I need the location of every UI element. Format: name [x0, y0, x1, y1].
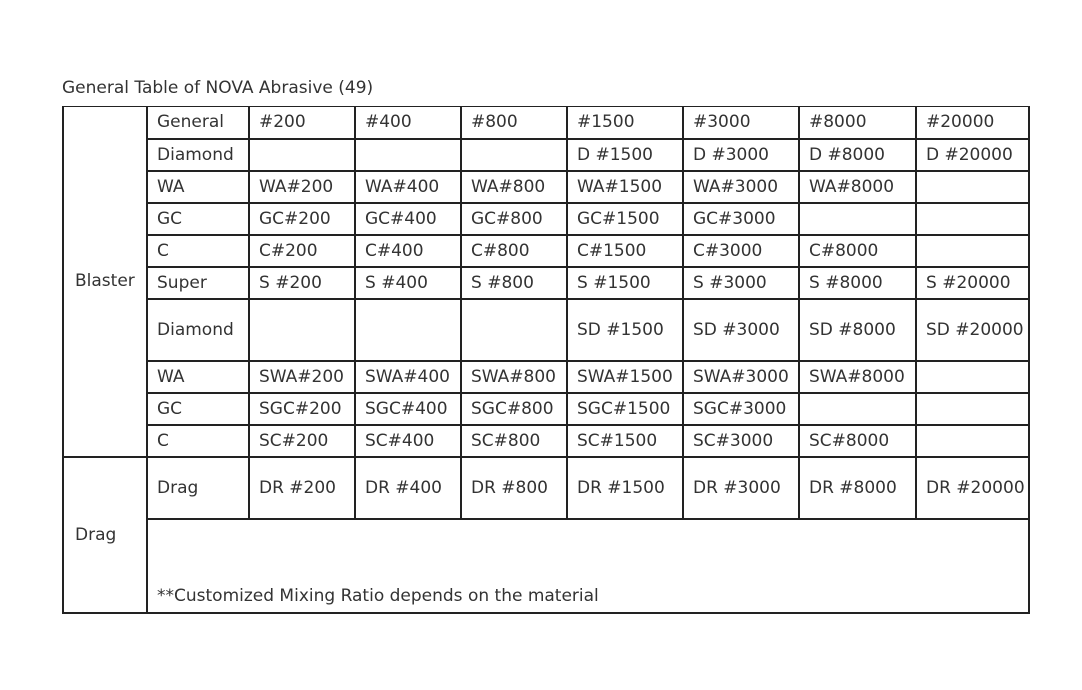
- table-cell: WA#3000: [683, 171, 799, 203]
- row-label: Drag: [147, 457, 249, 519]
- table-cell: C#800: [461, 235, 567, 267]
- row-label: GC: [147, 203, 249, 235]
- table-cell: S #800: [461, 267, 567, 299]
- table-cell: [916, 425, 1029, 457]
- row-label: WA: [147, 171, 249, 203]
- row-label: C: [147, 425, 249, 457]
- table-cell: SGC#200: [249, 393, 355, 425]
- table-cell: [355, 139, 461, 171]
- table-cell: SGC#3000: [683, 393, 799, 425]
- table-row: [63, 393, 1029, 425]
- table-cell: D #3000: [683, 139, 799, 171]
- table-cell: S #3000: [683, 267, 799, 299]
- table-row: [63, 139, 1029, 171]
- table-cell: [249, 139, 355, 171]
- table-cell: SWA#3000: [683, 361, 799, 393]
- table-row: [63, 267, 1029, 299]
- table-cell: WA#400: [355, 171, 461, 203]
- row-label: GC: [147, 393, 249, 425]
- table-cell: SC#1500: [567, 425, 683, 457]
- table-cell: DR #200: [249, 457, 355, 519]
- table-cell: S #400: [355, 267, 461, 299]
- table-cell: DR #800: [461, 457, 567, 519]
- table-cell: SGC#800: [461, 393, 567, 425]
- table-cell: SC#800: [461, 425, 567, 457]
- table-cell: [355, 299, 461, 361]
- table-cell: SWA#400: [355, 361, 461, 393]
- table-cell: [916, 171, 1029, 203]
- table-cell: #400: [355, 107, 461, 139]
- table-cell: #800: [461, 107, 567, 139]
- table-cell: SGC#400: [355, 393, 461, 425]
- table-cell: #3000: [683, 107, 799, 139]
- table-cell: #200: [249, 107, 355, 139]
- table-row: [63, 299, 1029, 361]
- table-cell: [799, 203, 916, 235]
- table-cell: [916, 393, 1029, 425]
- table-cell: [461, 299, 567, 361]
- table-cell: DR #1500: [567, 457, 683, 519]
- table-cell: SWA#200: [249, 361, 355, 393]
- footnote: **Customized Mixing Ratio depends on the material: [147, 519, 1029, 613]
- table-cell: WA#800: [461, 171, 567, 203]
- group-label-drag: Drag: [63, 457, 147, 613]
- table-cell: SGC#1500: [567, 393, 683, 425]
- table-row: [63, 361, 1029, 393]
- row-label: WA: [147, 361, 249, 393]
- row-label: General: [147, 107, 249, 139]
- table-cell: D #1500: [567, 139, 683, 171]
- table-cell: [799, 393, 916, 425]
- table-cell: GC#400: [355, 203, 461, 235]
- table-cell: #20000: [916, 107, 1029, 139]
- row-label: Diamond: [147, 299, 249, 361]
- table-cell: [461, 139, 567, 171]
- table-cell: SC#3000: [683, 425, 799, 457]
- table-cell: SWA#800: [461, 361, 567, 393]
- table-cell: SD #8000: [799, 299, 916, 361]
- table-cell: DR #8000: [799, 457, 916, 519]
- row-label: Super: [147, 267, 249, 299]
- table-cell: S #20000: [916, 267, 1029, 299]
- table-cell: WA#200: [249, 171, 355, 203]
- table-row: [63, 203, 1029, 235]
- table-cell: SD #3000: [683, 299, 799, 361]
- table-cell: SWA#1500: [567, 361, 683, 393]
- row-label: Diamond: [147, 139, 249, 171]
- row-label: C: [147, 235, 249, 267]
- table-row: [63, 171, 1029, 203]
- table-cell: S #200: [249, 267, 355, 299]
- table-cell: C#3000: [683, 235, 799, 267]
- table-cell: SC#8000: [799, 425, 916, 457]
- table-cell: D #20000: [916, 139, 1029, 171]
- table-cell: [916, 203, 1029, 235]
- table-cell: [916, 361, 1029, 393]
- table-cell: GC#3000: [683, 203, 799, 235]
- table-cell: C#200: [249, 235, 355, 267]
- table-cell: [916, 235, 1029, 267]
- table-cell: SWA#8000: [799, 361, 916, 393]
- table-cell: S #1500: [567, 267, 683, 299]
- table-row: [63, 457, 1029, 519]
- table-cell: GC#1500: [567, 203, 683, 235]
- table-cell: SD #1500: [567, 299, 683, 361]
- table-row: [63, 425, 1029, 457]
- table-cell: DR #400: [355, 457, 461, 519]
- table-cell: SC#200: [249, 425, 355, 457]
- abrasive-table: [62, 106, 1030, 614]
- table-cell: GC#800: [461, 203, 567, 235]
- table-cell: [249, 299, 355, 361]
- table-cell: DR #20000: [916, 457, 1029, 519]
- table-cell: C#400: [355, 235, 461, 267]
- table-row: [63, 235, 1029, 267]
- table-cell: SD #20000: [916, 299, 1029, 361]
- table-row: [63, 519, 1029, 613]
- table-cell: S #8000: [799, 267, 916, 299]
- table-cell: WA#1500: [567, 171, 683, 203]
- table-caption: General Table of NOVA Abrasive (49): [62, 78, 374, 98]
- table-cell: GC#200: [249, 203, 355, 235]
- table-cell: #8000: [799, 107, 916, 139]
- table-cell: #1500: [567, 107, 683, 139]
- table-cell: C#8000: [799, 235, 916, 267]
- table-cell: C#1500: [567, 235, 683, 267]
- group-label-blaster: Blaster: [63, 107, 147, 457]
- table-cell: D #8000: [799, 139, 916, 171]
- table-row: [63, 107, 1029, 139]
- table-cell: DR #3000: [683, 457, 799, 519]
- table-cell: SC#400: [355, 425, 461, 457]
- table-cell: WA#8000: [799, 171, 916, 203]
